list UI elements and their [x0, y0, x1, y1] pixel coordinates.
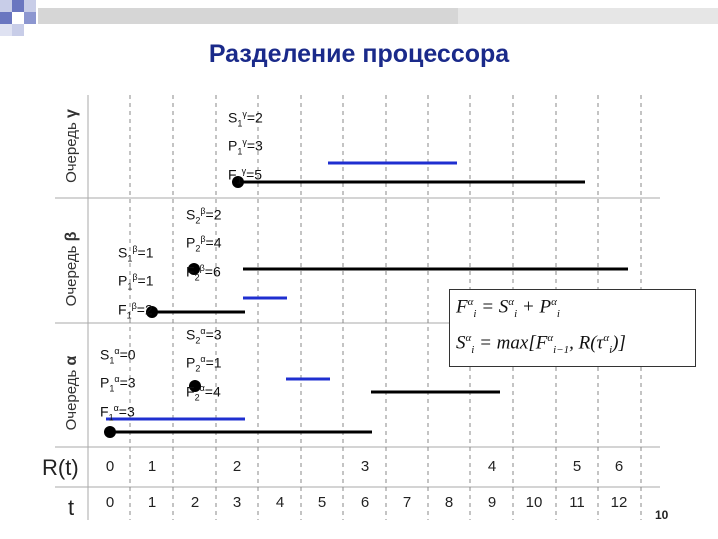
formula-line-1: $F^\alpha_i = S^\alpha_i + P^\alpha_i$	[456, 296, 560, 321]
slide-title: Разделение процессора	[208, 40, 510, 68]
t-tick-10: 10	[525, 494, 543, 511]
params-beta1: $S_1^\beta=1$ $P_1^\beta=1$ $F_1^\beta=2$	[118, 244, 154, 321]
rt-tick-9: 4	[487, 458, 497, 475]
params-alpha2: $S_2^\alpha=3$ $P_2^\alpha=1$ $F_2^\alpha=4$	[186, 326, 222, 403]
t-tick-4: 4	[275, 494, 285, 511]
t-tick-0: 0	[105, 494, 115, 511]
t-tick-1: 1	[147, 494, 157, 511]
t-tick-6: 6	[360, 494, 370, 511]
formula-line-2: $S^\alpha_i = \max[F^\alpha_{i-1}$, $R(\tau^\alpha_i)$]	[456, 332, 626, 357]
t-tick-3: 3	[232, 494, 242, 511]
t-tick-5: 5	[317, 494, 327, 511]
rt-tick-0: 0	[105, 458, 115, 475]
formula-box	[449, 289, 696, 367]
page-number: 10	[655, 508, 669, 522]
t-tick-2: 2	[190, 494, 200, 511]
params-alpha1: $S_1^\alpha=0$ $P_1^\alpha=3$ $F_1^\alpha=3$	[100, 346, 136, 423]
queue-gamma-label: Очередь γ	[63, 109, 80, 183]
params-beta2: $S_2^\beta=2$ $P_2^\beta=4$ $F_2^\beta=6$	[186, 206, 222, 283]
queue-beta-label: Очередь β	[63, 231, 80, 307]
params-gamma1: $S_1^\gamma=2$ $P_1^\gamma=3$ $F_1^\gamma=5$	[228, 109, 263, 186]
rt-tick-6: 3	[360, 458, 370, 475]
rt-tick-3: 2	[232, 458, 242, 475]
t-tick-12: 12	[610, 494, 628, 511]
rt-tick-12: 6	[614, 458, 624, 475]
t-row-label: t	[68, 495, 75, 520]
t-tick-11: 11	[569, 494, 585, 511]
t-tick-7: 7	[402, 494, 412, 511]
rt-tick-11: 5	[572, 458, 582, 475]
t-tick-9: 9	[487, 494, 497, 511]
rt-tick-1: 1	[147, 458, 157, 475]
t-tick-8: 8	[444, 494, 454, 511]
rt-row-label: R(t)	[42, 455, 79, 480]
queue-alpha-label: Очередь α	[63, 355, 80, 431]
